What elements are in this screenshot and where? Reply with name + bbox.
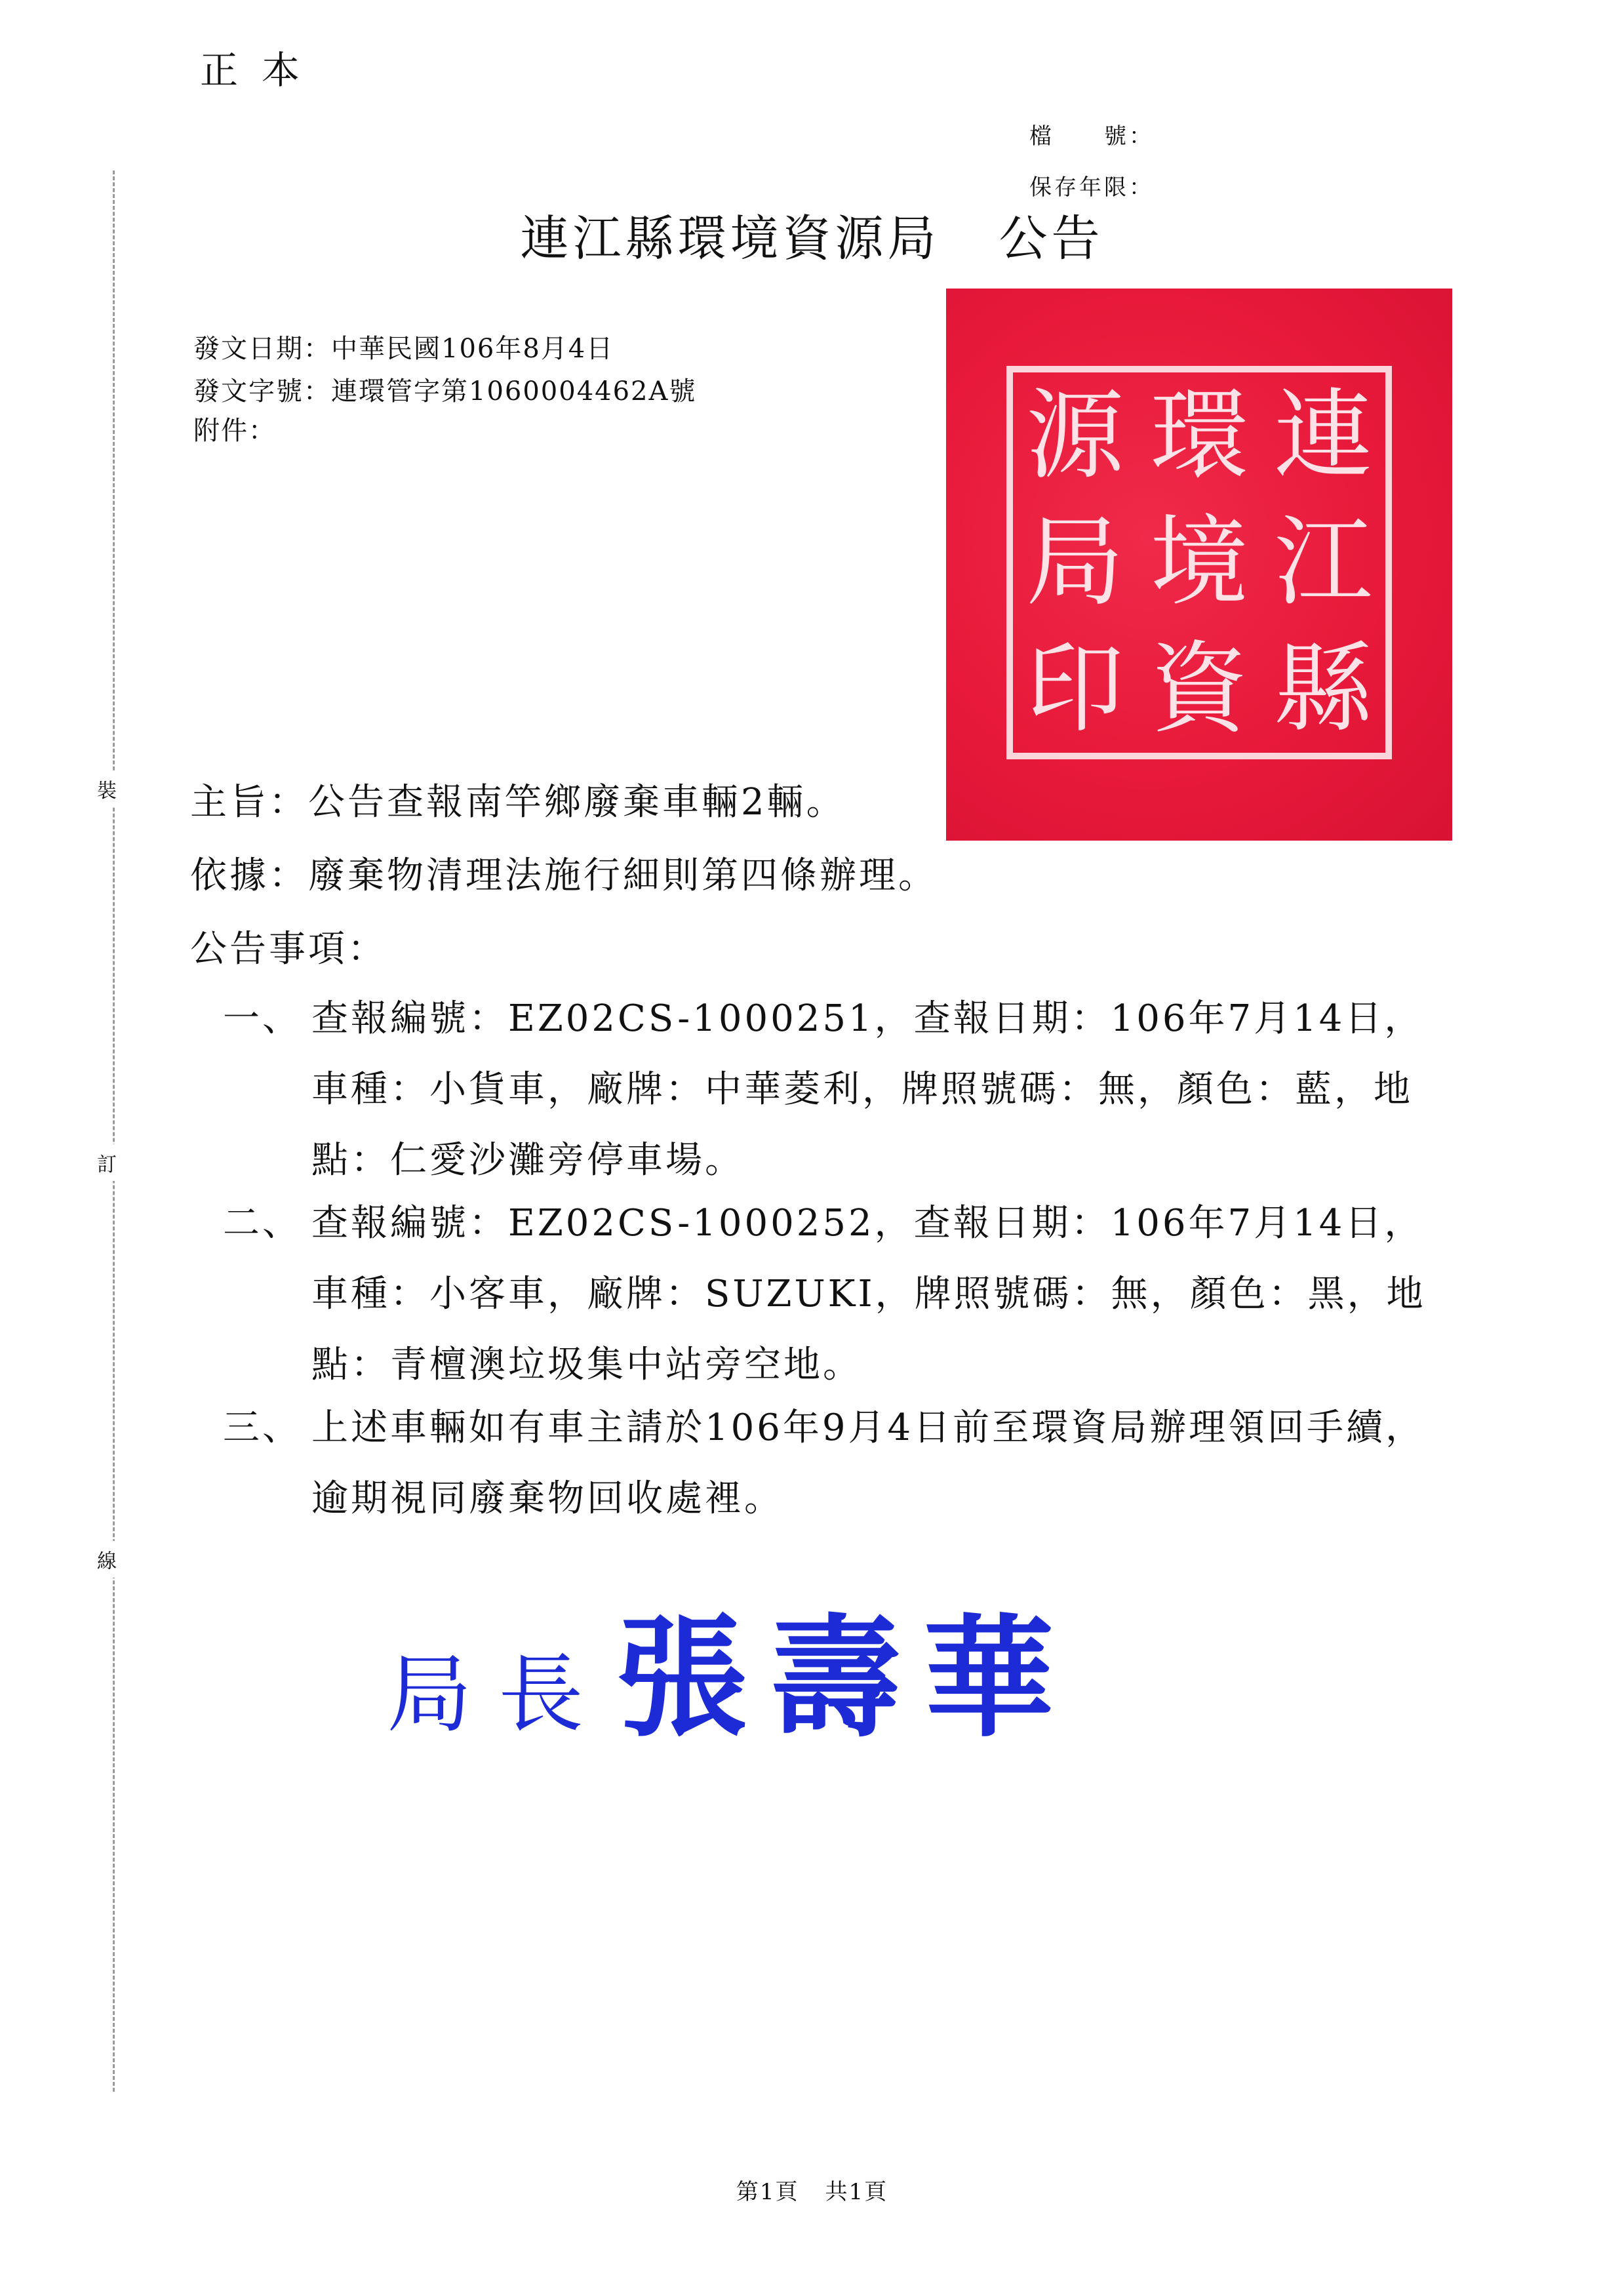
binding-mark-zhuang: 裝 bbox=[97, 770, 117, 807]
signature-title: 局長 bbox=[387, 1645, 610, 1744]
current-page: 第1頁 bbox=[736, 2179, 799, 2205]
director-signature bbox=[387, 1574, 1077, 1762]
item-number: 一、 bbox=[223, 997, 302, 1040]
total-pages: 共1頁 bbox=[825, 2179, 888, 2205]
reference-number: 發文字號：連環管字第1060004462A號 bbox=[193, 376, 697, 407]
seal-char: 境 bbox=[1150, 505, 1249, 620]
item-text: 查報編號：EZ02CS-1000252，查報日期：106年7月14日，車種：小客車，廠牌：SUZUKI，牌照號碼：無，顏色：黑，地點：青檀澳垃圾集中站旁空地。 bbox=[311, 1202, 1426, 1386]
page-number bbox=[0, 2174, 1624, 2206]
seal-char: 連 bbox=[1274, 378, 1373, 493]
items-heading: 公告事項： bbox=[190, 928, 387, 970]
seal-inner-frame bbox=[1006, 366, 1392, 759]
document-title bbox=[0, 200, 1624, 269]
seal-char: 環 bbox=[1150, 378, 1249, 493]
seal-char: 資 bbox=[1150, 632, 1249, 747]
binding-mark-xian: 線 bbox=[97, 1541, 117, 1578]
item-text: 上述車輛如有車主請於106年9月4日前至環資局辦理領回手續，逾期視同廢棄物回收處裡。 bbox=[311, 1407, 1425, 1520]
item-text: 查報編號：EZ02CS-1000251，查報日期：106年7月14日，車種：小貨車，廠牌：中華菱利，牌照號碼：無，顏色：藍，地點：仁愛沙灘旁停車場。 bbox=[311, 997, 1424, 1182]
seal-char: 局 bbox=[1025, 505, 1124, 620]
binding-dashed-line bbox=[113, 170, 115, 2092]
binding-mark-ding: 訂 bbox=[97, 1144, 117, 1181]
attachment-label: 附件： bbox=[193, 416, 276, 446]
retention-period-label: 保存年限： bbox=[1029, 174, 1154, 201]
seal-char: 印 bbox=[1025, 632, 1124, 747]
item-number: 三、 bbox=[223, 1407, 302, 1449]
document-type: 公告 bbox=[999, 210, 1104, 267]
official-seal bbox=[946, 289, 1452, 841]
seal-char: 縣 bbox=[1274, 632, 1373, 747]
item-number: 二、 bbox=[223, 1202, 302, 1245]
seal-char: 江 bbox=[1274, 505, 1373, 620]
seal-char: 源 bbox=[1025, 378, 1124, 493]
basis-line: 依據：廢棄物清理法施行細則第四條辦理。 bbox=[190, 854, 938, 897]
agency-name: 連江縣環境資源局 bbox=[520, 210, 940, 267]
file-number-label: 檔 號： bbox=[1029, 123, 1154, 150]
subject-line: 主旨：公告查報南竿鄉廢棄車輛2輛。 bbox=[190, 781, 846, 824]
copy-label: 正本 bbox=[200, 48, 324, 92]
issue-date: 發文日期：中華民國106年8月4日 bbox=[193, 334, 614, 364]
signature-name: 張壽華 bbox=[616, 1601, 1077, 1755]
